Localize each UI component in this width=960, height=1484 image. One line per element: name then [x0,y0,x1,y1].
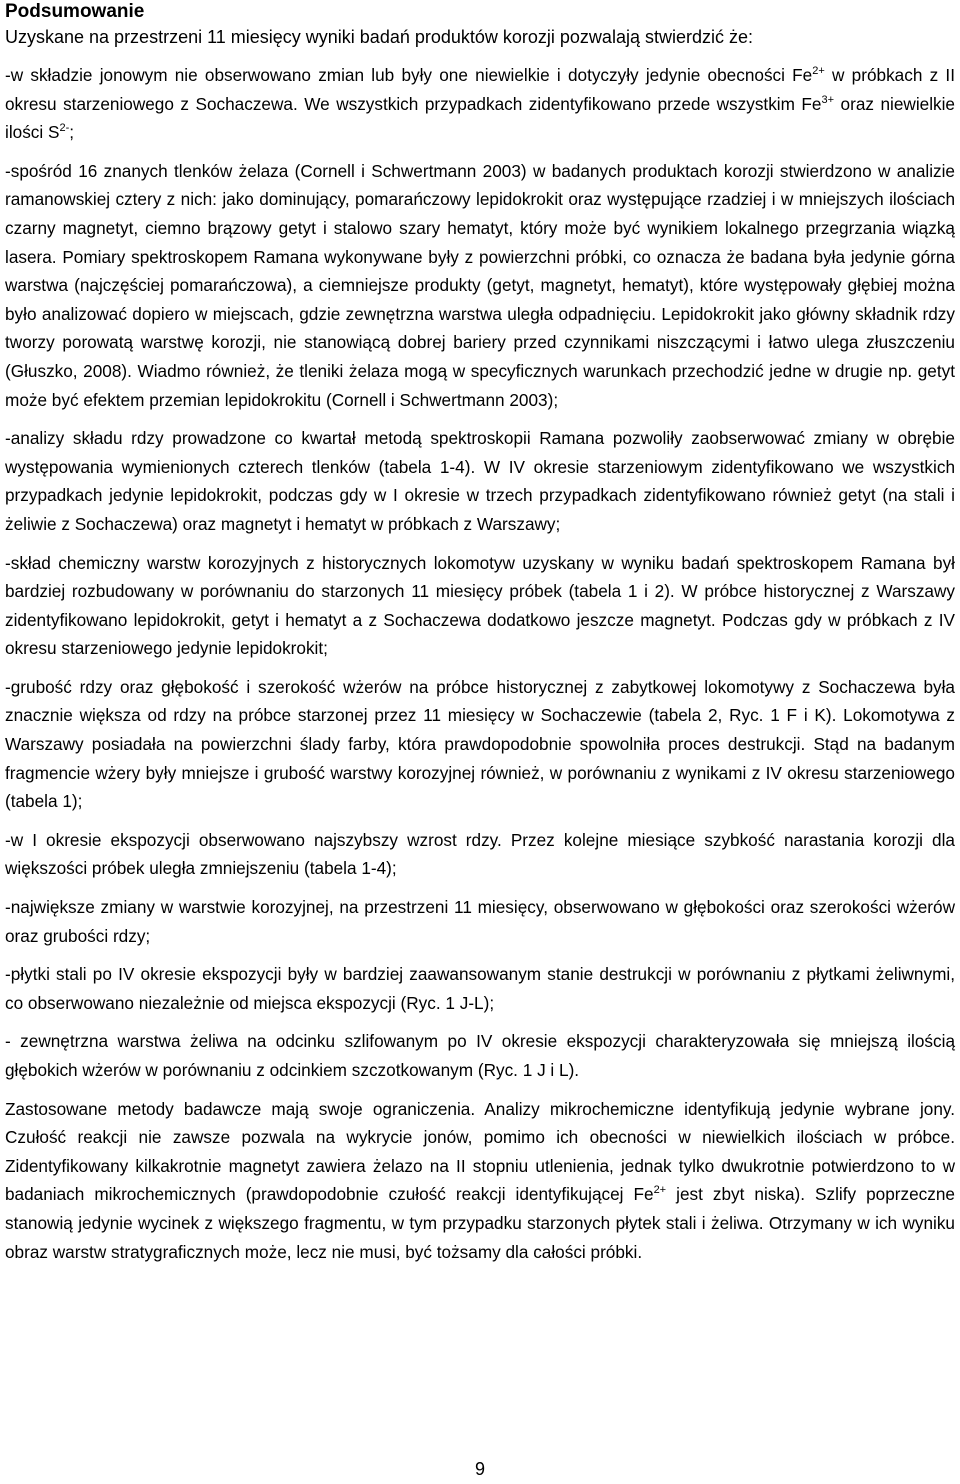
paragraph-iron-oxides: -spośród 16 znanych tlenków żelaza (Cornell i Schwertmann 2003) w badanych produktach korozji stwierdzono w analizie ramanowskiej cztery z nich: jako dominujący, pomarańczowy lepidokrokit oraz występujące rzadziej i w mniejszych ilościach czarny magnetyt, ciemno brązowy getyt i stalowo szary hematyt, który może być wynikiem lokalnego przegrzania wiązką lasera. Pomiary spektroskopem Ramana wykonywane były z powierzchni próbki, co oznacza że badana była jedynie górna warstwa (najczęściej pomarańczowa), a ciemniejsze produkty (getyt, magnetyt, hematyt), które występowały głębiej można było analizować dopiero w miejscach, gdzie zewnętrzna warstwa uległa odpadnięciu. Lepidokrokit jako główny składnik rdzy tworzy porowatą warstwę korozji, nie stanowiącą dobrej bariery przed czynnikami niszczącymi i łatwo ulega złuszczeniu (Głuszko, 2008). Wiadmo również, że tleniki żelaza mogą w specyficznych warunkach przechodzić jedne w drugie np. getyt może być efektem przemian lepidokrokitu (Cornell i Schwertmann 2003); [5,160,955,410]
paragraph-largest-changes: -największe zmiany w warstwie korozyjnej, na przestrzeni 11 miesięcy, obserwowano w głębokości oraz szerokości wżerów oraz grubości rdzy; [5,897,955,946]
paragraph-historical-locomotives: -skład chemiczny warstw korozyjnych z historycznych lokomotyw uzyskany w wyniku badań spektroskopem Ramana był bardziej rozbudowany w porównaniu do starzonych 11 miesięcy próbek (tabela 1 i 2). W próbce historycznej z Warszawy zidentyfikowano lepidokrokit, getyt i hematyt a z Sochaczewa dodatkowo jeszcze magnetyt. Podczas gdy w próbkach z IV okresu starzeniowego jedynie lepidokrokit; [5,552,955,659]
superscript: 3+ [821,93,835,106]
paragraph-raman-analysis: -analizy składu rdzy prowadzone co kwartał metodą spektroskopii Ramana pozwoliły zaobserwować zmiany w obrębie występowania wymienionych czterech tlenków (tabela 1-4). W IV okresie starzeniowym zidentyfikowano we wszystkich przypadkach jedynie lepidokrokit, podczas gdy w I okresie w trzech przypadkach zidentyfikowano również getyt (na stali i żeliwie z Sochaczewa) oraz magnetyt i hematyt w próbkach z Warszawy; [5,428,955,534]
paragraph-rust-thickness: -grubość rdzy oraz głębokość i szerokość wżerów na próbce historycznej z zabytkowej lokomotywy z Sochaczewa była znacznie większa od rdzy na próbce starzonej przez 11 miesięcy w Sochaczewie (tabela 2, Ryc. 1 F i K). Lokomotywa z Warszawy posiadała na powierzchni ślady farby, która prawdopodobnie spowolniła proces destrukcji. Stąd na badanym fragmencie wżery były mniejsze i grubość warstwy korozyjnej również, w porównaniu z wynikami z IV okresu starzeniowego (tabela 1); [5,676,955,812]
paragraph-ionic-composition [5,61,955,147]
superscript: 2+ [653,1184,667,1197]
document-page [5,0,955,1276]
paragraph-cast-iron-layer: - zewnętrzna warstwa żeliwa na odcinku szlifowanym po IV okresie ekspozycji charakteryzowała się mniejszą ilością głębokich wżerów w porównaniu z odcinkiem szczotkowanym (Ryc. 1 J i L). [5,1031,955,1080]
text-span: w próbkach z II okresu starzeniowego z Sochaczewa. We wszystkich przypadkach zidentyfikowano przede wszystkim Fe [5,65,955,114]
superscript: 2+ [812,65,825,77]
page-number: 9 [474,1459,485,1479]
paragraph-limitations [5,1095,955,1267]
paragraph-steel-plates: -płytki stali po IV okresie ekspozycji były w bardziej zaawansowanym stanie destrukcji w porównaniu z płytkami żeliwnymi, co obserwowano niezależnie od miejsca ekspozycji (Ryc. 1 J-L); [5,964,955,1013]
paragraph-growth-rate: -w I okresie ekspozycji obserwowano najszybszy wzrost rdzy. Przez kolejne miesiące szybkość narastania korozji dla większości próbek uległa zmniejszeniu (tabela 1-4); [5,829,955,879]
text-span: -w składzie jonowym nie obserwowano zmian lub były one niewielkie i dotyczyły jedynie obecności Fe [5,65,813,85]
text-span: Zastosowane metody badawcze mają swoje ograniczenia. Analizy mikrochemiczne identyfikują jedynie wybrane jony. Czułość reakcji nie zawsze pozwala na wykrycie jonów, pomimo ich obecności w niewielkich ilościach w próbce. Zidentyfikowany kilkakrotnie magnetyt zawiera żelazo na II stopniu utlenienia, jednak tylko dwukrotnie potwierdzono to w badaniach mikrochemicznych (prawdopodobnie czułość reakcji identyfikującej Fe [5,1098,955,1205]
text-span: jest zbyt niska). Szlify poprzeczne stanowią jedynie wycinek z większego fragmentu, w tym przypadku starzonych płytek stali i żeliwa. Otrzymany w ich wyniku obraz warstw stratygraficznych może, lecz nie musi, być tożsamy dla całości próbki. [5,1184,955,1262]
superscript: 2- [59,122,70,135]
text-span: oraz niewielkie ilości S [5,93,955,143]
text-span: ; [69,122,75,143]
intro-paragraph: Uzyskane na przestrzeni 11 miesięcy wyniki badań produktów korozji pozwalają stwierdzić że: [5,27,753,47]
section-heading: Podsumowanie [5,1,145,22]
